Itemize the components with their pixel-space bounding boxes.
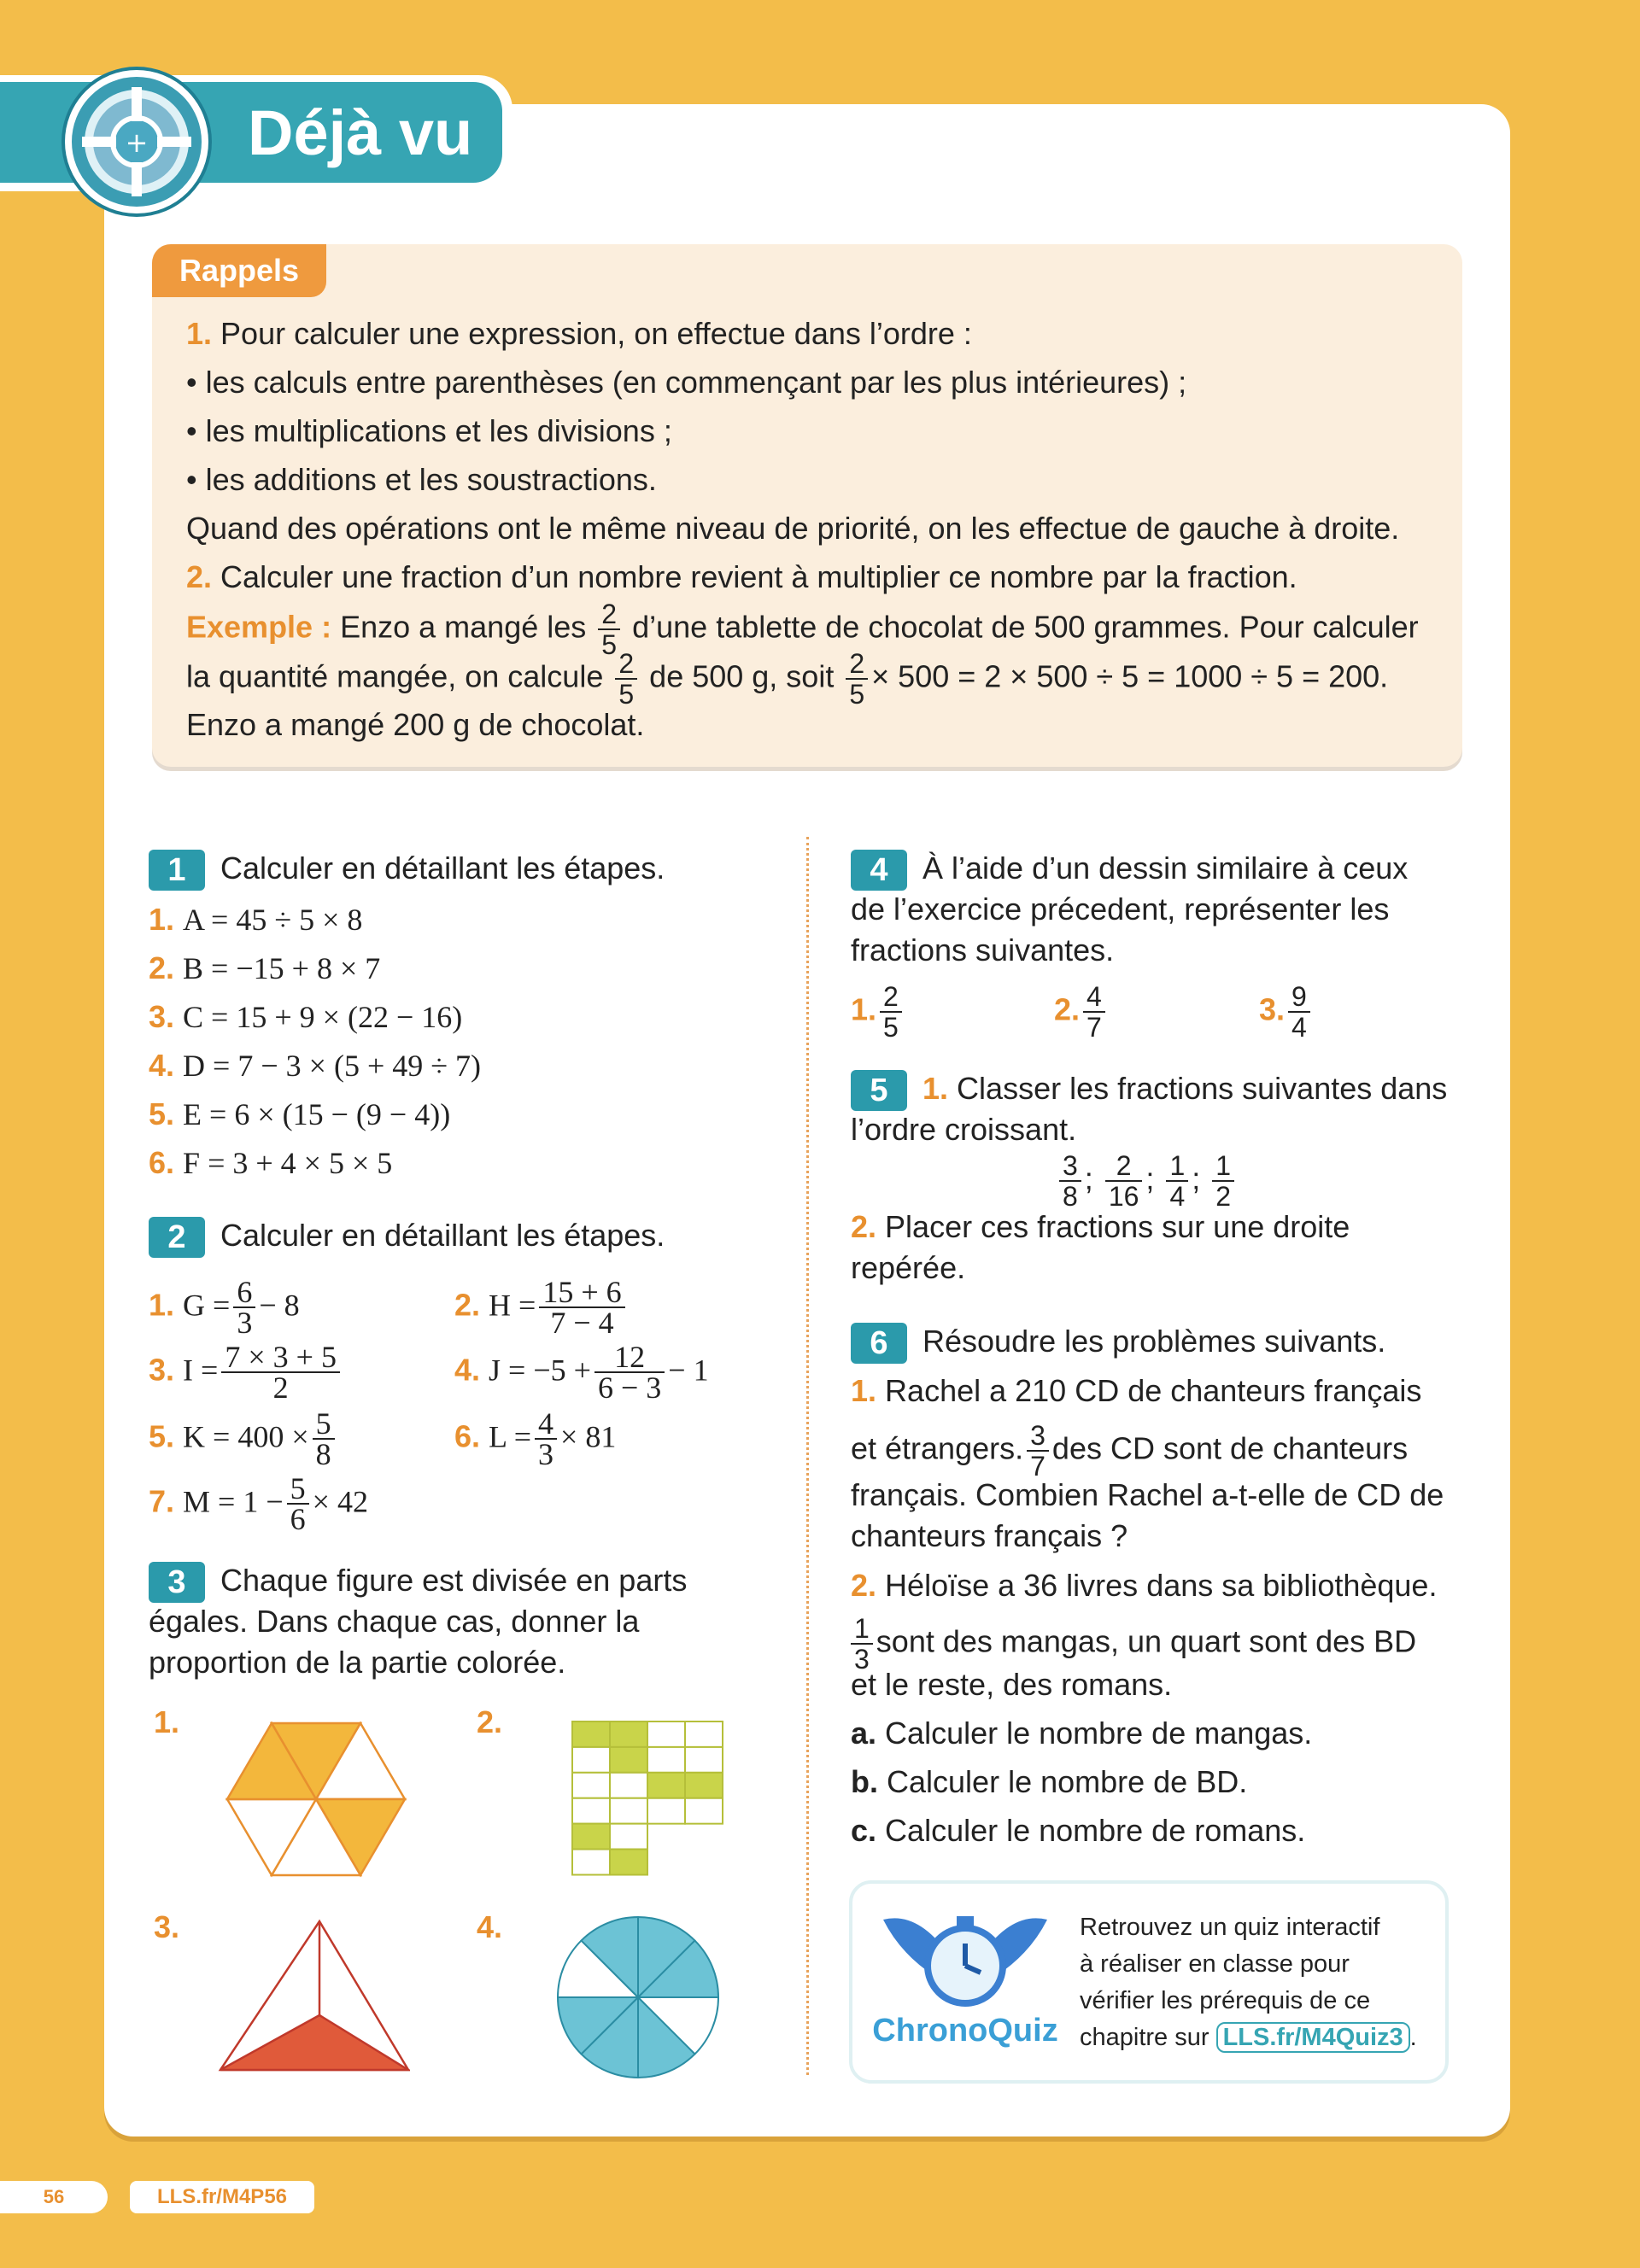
grid-cell bbox=[572, 1798, 610, 1824]
grid-cell bbox=[572, 1824, 610, 1850]
grid-cell bbox=[685, 1747, 723, 1773]
grid-cell bbox=[647, 1773, 685, 1798]
exercise-6-text: chanteurs français ? bbox=[851, 1518, 1128, 1553]
exercise-item: 5. E = 6 × (15 − (9 − 4)) bbox=[149, 1096, 451, 1131]
fraction: $\frac{2}{5}$ bbox=[598, 599, 620, 659]
footer-link[interactable]: LLS.fr/M4P56 bbox=[130, 2181, 314, 2213]
exercise-4-text: fractions suivantes. bbox=[851, 932, 1115, 967]
figure-label: 1. bbox=[154, 1704, 180, 1739]
grid-cell bbox=[572, 1747, 610, 1773]
circle-figure bbox=[555, 1914, 721, 2080]
exercise-item: 2. $\frac{4}{7}$ bbox=[1054, 982, 1109, 1042]
example-line: Exemple : Enzo a mangé les $\frac{2}{5}$ d’une tablette de chocolat de 500 grammes. Pour calculer bbox=[186, 599, 1419, 660]
exercise-4-text: de l’exercice précedent, représenter les bbox=[851, 891, 1390, 926]
target-icon bbox=[62, 67, 212, 217]
grid-cell bbox=[572, 1773, 610, 1798]
exercise-6-title: 6 Résoudre les problèmes suivants. bbox=[851, 1322, 1385, 1364]
reminders-tab: Rappels bbox=[152, 244, 326, 297]
exercise-5-text: 2. Placer ces fractions sur une droite bbox=[851, 1209, 1350, 1244]
exercise-item: 6. L = $\frac{4}{3}$ × 81 bbox=[454, 1406, 617, 1471]
grid-cell bbox=[610, 1824, 647, 1850]
grid-figure bbox=[571, 1720, 726, 1877]
fraction: $\frac{2}{5}$ bbox=[615, 649, 637, 709]
svg-text:ChronoQuiz: ChronoQuiz bbox=[872, 2013, 1058, 2049]
exercise-6-text: $\frac{1}{3}$ sont des mangas, un quart sont des BD bbox=[851, 1614, 1416, 1674]
page-title: Déjà vu bbox=[248, 97, 473, 168]
exercise-item: 3. C = 15 + 9 × (22 − 16) bbox=[149, 999, 463, 1034]
triangle-figure bbox=[217, 1918, 410, 2073]
exercise-1-title: 1 Calculer en détaillant les étapes. bbox=[149, 849, 665, 891]
exercise-2-title: 2 Calculer en détaillant les étapes. bbox=[149, 1216, 665, 1258]
exercise-6-text: et étrangers. $\frac{3}{7}$ des CD sont de chanteurs bbox=[851, 1420, 1409, 1482]
exercise-item: 1. A = 45 ÷ 5 × 8 bbox=[149, 902, 363, 937]
exercise-5-title: 5 1. Classer les fractions suivantes dans bbox=[851, 1069, 1447, 1111]
exercise-item: 4. J = −5 + $\frac{12}{6 - 3}$ − 1 bbox=[454, 1340, 709, 1405]
figure-label: 2. bbox=[477, 1704, 503, 1739]
exercise-6-text: 1. Rachel a 210 CD de chanteurs français bbox=[851, 1373, 1422, 1408]
grid-cell bbox=[572, 1721, 610, 1747]
example-line: Enzo a mangé 200 g de chocolat. bbox=[186, 707, 645, 742]
exercise-6-text: c. Calculer le nombre de romans. bbox=[851, 1813, 1306, 1848]
exercise-6-text: b. Calculer le nombre de BD. bbox=[851, 1764, 1248, 1799]
grid-cell bbox=[647, 1747, 685, 1773]
reminder-bullet: • les multiplications et les divisions ; bbox=[186, 413, 672, 448]
column-divider bbox=[806, 837, 809, 2075]
grid-cell bbox=[685, 1773, 723, 1798]
exercise-6-text: 2. Héloïse a 36 livres dans sa bibliothèque. bbox=[851, 1568, 1438, 1603]
exercise-5-text: l’ordre croissant. bbox=[851, 1112, 1077, 1147]
exercise-item: 6. F = 3 + 4 × 5 × 5 bbox=[149, 1145, 393, 1180]
exercise-4-title: 4 À l’aide d’un dessin similaire à ceux bbox=[851, 849, 1408, 891]
exercise-item: 1. G = $\frac{6}{3}$ − 8 bbox=[149, 1275, 300, 1340]
reminder-line: 1. Pour calculer une expression, on effectue dans l’ordre : bbox=[186, 316, 972, 351]
svg-text:+: + bbox=[125, 126, 149, 159]
page-number: 56 bbox=[0, 2181, 108, 2213]
grid-cell bbox=[610, 1721, 647, 1747]
figure-label: 3. bbox=[154, 1909, 180, 1944]
exercise-item: 2. B = −15 + 8 × 7 bbox=[149, 950, 381, 985]
grid-cell bbox=[685, 1721, 723, 1747]
reminder-line: 2. Calculer une fraction d’un nombre revient à multiplier ce nombre par la fraction. bbox=[186, 559, 1297, 594]
grid-cell bbox=[647, 1721, 685, 1747]
quiz-text: Retrouvez un quiz interactif bbox=[1080, 1914, 1380, 1941]
exercise-6-text: a. Calculer le nombre de mangas. bbox=[851, 1716, 1313, 1751]
quiz-text: chapitre sur LLS.fr/M4Quiz3 . bbox=[1080, 2024, 1417, 2051]
exercise-item: 4. D = 7 − 3 × (5 + 49 ÷ 7) bbox=[149, 1048, 481, 1083]
reminder-bullet: • les additions et les soustractions. bbox=[186, 462, 657, 497]
exercise-3-text: égales. Dans chaque cas, donner la bbox=[149, 1604, 640, 1639]
grid-cell bbox=[610, 1798, 647, 1824]
exercise-item: 7. M = 1 − $\frac{5}{6}$ × 42 bbox=[149, 1471, 368, 1536]
fraction-list: $\frac{3}{8}$ ; $\frac{2}{16}$ ; $\frac{1}{4}$ ; $\frac{1}{2}$ bbox=[1056, 1151, 1238, 1211]
reminder-bullet: • les calculs entre parenthèses (en commençant par les plus intérieures) ; bbox=[186, 365, 1187, 400]
exercise-6-text: français. Combien Rachel a-t-elle de CD de bbox=[851, 1477, 1444, 1512]
grid-cell bbox=[610, 1850, 647, 1875]
example-line: la quantité mangée, on calcule $\frac{2}{5}$ de 500 g, soit $\frac{2}{5}$ × 500 = 2 × 500 ÷ 5 = 1000 ÷ 5 = 200. bbox=[186, 648, 1389, 710]
figure-label: 4. bbox=[477, 1909, 503, 1944]
exercise-item: 3. $\frac{9}{4}$ bbox=[1259, 982, 1314, 1042]
grid-cell bbox=[685, 1798, 723, 1824]
quiz-text: à réaliser en classe pour bbox=[1080, 1950, 1350, 1978]
grid-cell bbox=[610, 1747, 647, 1773]
exercise-3-title: 3 Chaque figure est divisée en parts bbox=[149, 1561, 687, 1603]
exercise-item: 5. K = 400 × $\frac{5}{8}$ bbox=[149, 1409, 338, 1469]
grid-cell bbox=[647, 1798, 685, 1824]
quiz-text: vérifier les prérequis de ce bbox=[1080, 1987, 1371, 2014]
exercise-item: 3. I = $\frac{7 \times 3 + 5}{2}$ bbox=[149, 1342, 343, 1402]
reminder-line: Quand des opérations ont le même niveau de priorité, on les effectue de gauche à droite. bbox=[186, 511, 1400, 546]
exercise-item: 2. H = $\frac{15 + 6}{7 - 4}$ bbox=[454, 1277, 629, 1337]
grid-cell bbox=[572, 1850, 610, 1875]
fraction: $\frac{2}{5}$ bbox=[846, 649, 868, 709]
hexagon-figure bbox=[224, 1718, 408, 1880]
chronoquiz-logo-icon[interactable] bbox=[866, 1894, 1064, 2056]
exercise-6-text: et le reste, des romans. bbox=[851, 1667, 1173, 1702]
grid-cell bbox=[610, 1773, 647, 1798]
exercise-item: 1. $\frac{2}{5}$ bbox=[851, 982, 905, 1042]
exercise-3-text: proportion de la partie colorée. bbox=[149, 1645, 566, 1680]
quiz-link[interactable]: LLS.fr/M4Quiz3 bbox=[1216, 2022, 1410, 2053]
exercise-5-text: repérée. bbox=[851, 1250, 966, 1285]
